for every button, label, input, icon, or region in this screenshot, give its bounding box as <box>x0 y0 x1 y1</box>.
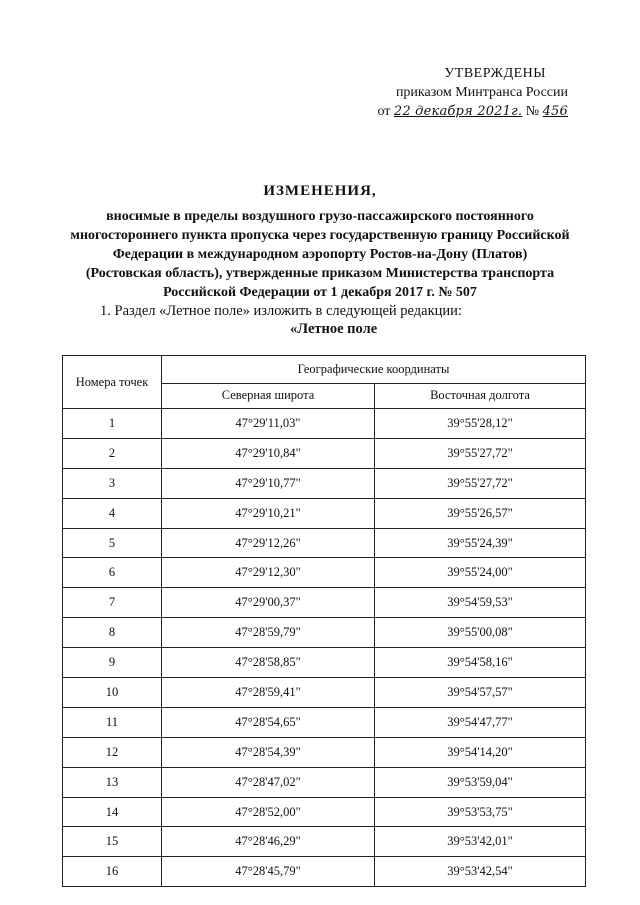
order-date-number <box>377 102 568 121</box>
point-number-cell: 12 <box>63 737 162 767</box>
point-number-cell: 6 <box>63 558 162 588</box>
point-number-cell: 5 <box>63 528 162 558</box>
latitude-cell: 47°29'10,84" <box>162 438 375 468</box>
table-row <box>63 618 586 648</box>
latitude-cell: 47°29'00,37" <box>162 588 375 618</box>
longitude-cell: 39°54'59,53" <box>375 588 586 618</box>
point-number-cell: 8 <box>63 618 162 648</box>
longitude-cell: 39°54'47,77" <box>375 707 586 737</box>
coordinates-table <box>62 355 586 887</box>
table-row <box>63 707 586 737</box>
longitude-cell: 39°55'24,39" <box>375 528 586 558</box>
table-row <box>63 468 586 498</box>
latitude-cell: 47°29'10,21" <box>162 498 375 528</box>
table-row <box>63 588 586 618</box>
longitude-cell: 39°53'42,54" <box>375 857 586 887</box>
title-line-3: Федерации в международном аэропорту Ростов-на-Дону (Платов) <box>112 247 528 262</box>
section-text: 1. Раздел «Летное поле» изложить в следующей редакции: <box>100 303 462 319</box>
table-row <box>63 797 586 827</box>
latitude-cell: 47°29'12,30" <box>162 558 375 588</box>
point-number-cell: 9 <box>63 648 162 678</box>
longitude-cell: 39°54'57,57" <box>375 678 586 708</box>
header-north-latitude: Северная широта <box>162 383 375 408</box>
header-point-numbers: Номера точек <box>63 356 162 409</box>
number-sign: № <box>525 104 540 119</box>
latitude-cell: 47°28'59,41" <box>162 678 375 708</box>
table-row <box>63 827 586 857</box>
title-line-5: Российской Федерации от 1 декабря 2017 г. № 507 <box>163 285 477 300</box>
point-number-cell: 3 <box>63 468 162 498</box>
table-row <box>63 857 586 887</box>
title-line-1: вносимые в пределы воздушного грузо-пассажирского постоянного <box>106 209 534 224</box>
handwritten-date: 22 декабря 2021г. <box>393 104 523 119</box>
document-title <box>40 183 600 302</box>
title-line-4: (Ростовская область), утвержденные приказом Министерства транспорта <box>85 266 555 281</box>
table-row <box>63 767 586 797</box>
latitude-cell: 47°28'58,85" <box>162 648 375 678</box>
header-geo-coordinates: Географические координаты <box>162 356 586 384</box>
point-number-cell: 11 <box>63 707 162 737</box>
latitude-cell: 47°29'11,03" <box>162 409 375 439</box>
approval-stamp <box>377 64 568 121</box>
longitude-cell: 39°55'26,57" <box>375 498 586 528</box>
approved-by-order: приказом Минтранса России <box>395 85 568 100</box>
table-row <box>63 678 586 708</box>
point-number-cell: 13 <box>63 767 162 797</box>
longitude-cell: 39°53'59,04" <box>375 767 586 797</box>
table-row <box>63 558 586 588</box>
handwritten-number: 456 <box>542 104 568 119</box>
longitude-cell: 39°53'53,75" <box>375 797 586 827</box>
table-row <box>63 528 586 558</box>
latitude-cell: 47°28'47,02" <box>162 767 375 797</box>
approved-label: УТВЕРЖДЕНЫ <box>444 66 546 81</box>
latitude-cell: 47°29'10,77" <box>162 468 375 498</box>
longitude-cell: 39°55'27,72" <box>375 438 586 468</box>
latitude-cell: 47°28'54,65" <box>162 707 375 737</box>
latitude-cell: 47°28'54,39" <box>162 737 375 767</box>
title-line-2: многостороннего пункта пропуска через государственную границу Российской <box>70 228 570 243</box>
longitude-cell: 39°53'42,01" <box>375 827 586 857</box>
point-number-cell: 15 <box>63 827 162 857</box>
table-row <box>63 438 586 468</box>
table-row <box>63 737 586 767</box>
title-main: ИЗМЕНЕНИЯ, <box>263 183 377 199</box>
table-row <box>63 409 586 439</box>
table-row <box>63 498 586 528</box>
point-number-cell: 4 <box>63 498 162 528</box>
point-number-cell: 16 <box>63 857 162 887</box>
longitude-cell: 39°54'14,20" <box>375 737 586 767</box>
latitude-cell: 47°28'46,29" <box>162 827 375 857</box>
point-number-cell: 7 <box>63 588 162 618</box>
latitude-cell: 47°28'45,79" <box>162 857 375 887</box>
longitude-cell: 39°54'58,16" <box>375 648 586 678</box>
latitude-cell: 47°28'52,00" <box>162 797 375 827</box>
point-number-cell: 10 <box>63 678 162 708</box>
longitude-cell: 39°55'27,72" <box>375 468 586 498</box>
longitude-cell: 39°55'00,08" <box>375 618 586 648</box>
longitude-cell: 39°55'28,12" <box>375 409 586 439</box>
latitude-cell: 47°29'12,26" <box>162 528 375 558</box>
point-number-cell: 1 <box>63 409 162 439</box>
latitude-cell: 47°28'59,79" <box>162 618 375 648</box>
point-number-cell: 14 <box>63 797 162 827</box>
section-subheading: «Летное поле <box>290 321 378 337</box>
table-row <box>63 648 586 678</box>
longitude-cell: 39°55'24,00" <box>375 558 586 588</box>
header-east-longitude: Восточная долгота <box>375 383 586 408</box>
point-number-cell: 2 <box>63 438 162 468</box>
from-prefix: от <box>377 104 391 119</box>
